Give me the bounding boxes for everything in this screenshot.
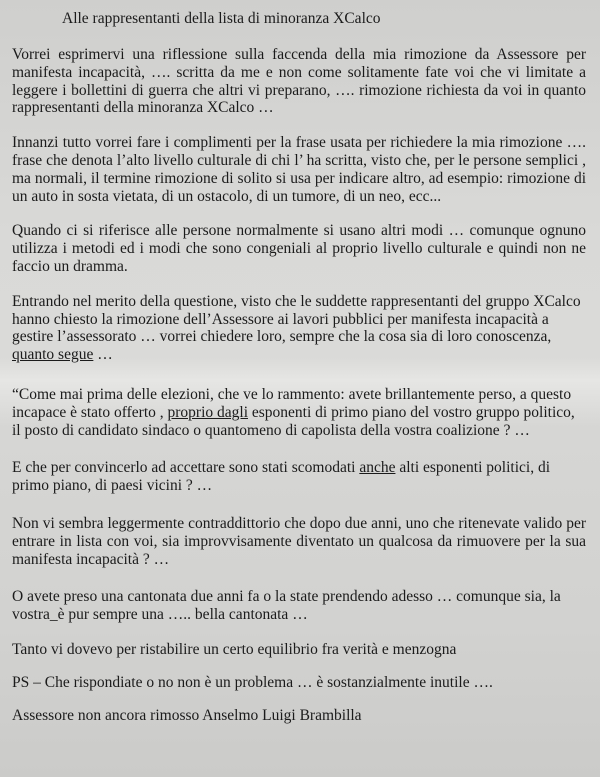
postscript: PS – Che rispondiate o no non è un problema … è sostanzialmente inutile …. [12,673,493,691]
paragraph-7: Non vi sembra leggermente contraddittorio che dopo due anni, uno che ritenevate valido per entrare in lista con voi, sia improvvisamente diventato un qualcosa da rimuovere per la sua manifesta incapacità ? … [12,514,586,568]
paragraph-5-underlined: proprio dagli [167,403,248,421]
paragraph-3: Quando ci si riferisce alle persone normalmente si usano altri modi … comunque ognuno utilizza i metodi ed i modi che sono congeniali al proprio livello culturale e quindi non ne faccio un dramma. [12,222,586,275]
paragraph-4 [12,293,586,364]
paragraph-4-underlined: quanto segue [12,346,94,364]
paragraph-9: Tanto vi dovevo per ristabilire un certo equilibrio fra verità e menzogna [12,640,457,658]
paragraph-8: O avete preso una cantonata due anni fa o la state prendendo adesso … comunque sia, la vostra_è pur sempre una ….. bella cantonata … [12,588,561,624]
paragraph-4-end: … [93,346,113,364]
paragraph-5-text: “Come mai prima delle elezioni, che ve lo rammento: avete brillantemente perso, a questo incapace è stato offerto , [12,385,572,421]
paragraph-6 [12,459,586,495]
paragraph-6-underlined: anche [359,459,396,477]
paragraph-5 [12,386,586,439]
letter-title: Alle rappresentanti della lista di minoranza XCalco [62,10,381,27]
paragraph-5-end: esponenti di primo piano del vostro gruppo politico, il posto di candidato sindaco o quantomeno di capolista della vostra coalizione ? … [12,403,575,439]
paragraph-2: Innanzi tutto vorrei fare i complimenti per la frase usata per richiedere la mia rimozione …. frase che denota l’alto livello culturale di chi l’ ha scritta, visto che, per le persone semplici , ma normali, il termine rimozione di solito si usa per indicare altro, ad esempio: rimozione di un auto in sosta vietata, di un ostacolo, di un tumore, di un neo, ecc... [12,134,586,205]
paragraph-1: Vorrei esprimervi una riflessione sulla faccenda della mia rimozione da Assessore per manifesta incapacità, …. scritta da me e non come solitamente fate voi che vi limitate a leggere i bollettini di guerra che altri vi preparano, …. rimozione richiesta da voi in quanto rappresentanti della minoranza XCalco … [12,46,586,117]
paragraph-6-text: E che per convincerlo ad accettare sono stati scomodati [12,459,360,477]
paragraph-4-text: Entrando nel merito della questione, visto che le suddette rappresentanti del gruppo XCalco hanno chiesto la rimozione dell’Assessore ai lavori pubblici per manifesta incapacità a gestire l’assessorato … vorrei chiedere loro, sempre che la cosa sia di loro conoscenza, [12,292,581,346]
signature: Assessore non ancora rimosso Anselmo Luigi Brambilla [12,706,362,724]
paragraph-6-end: alti esponenti politici, di primo piano, di paesi vicini ? … [12,459,550,495]
